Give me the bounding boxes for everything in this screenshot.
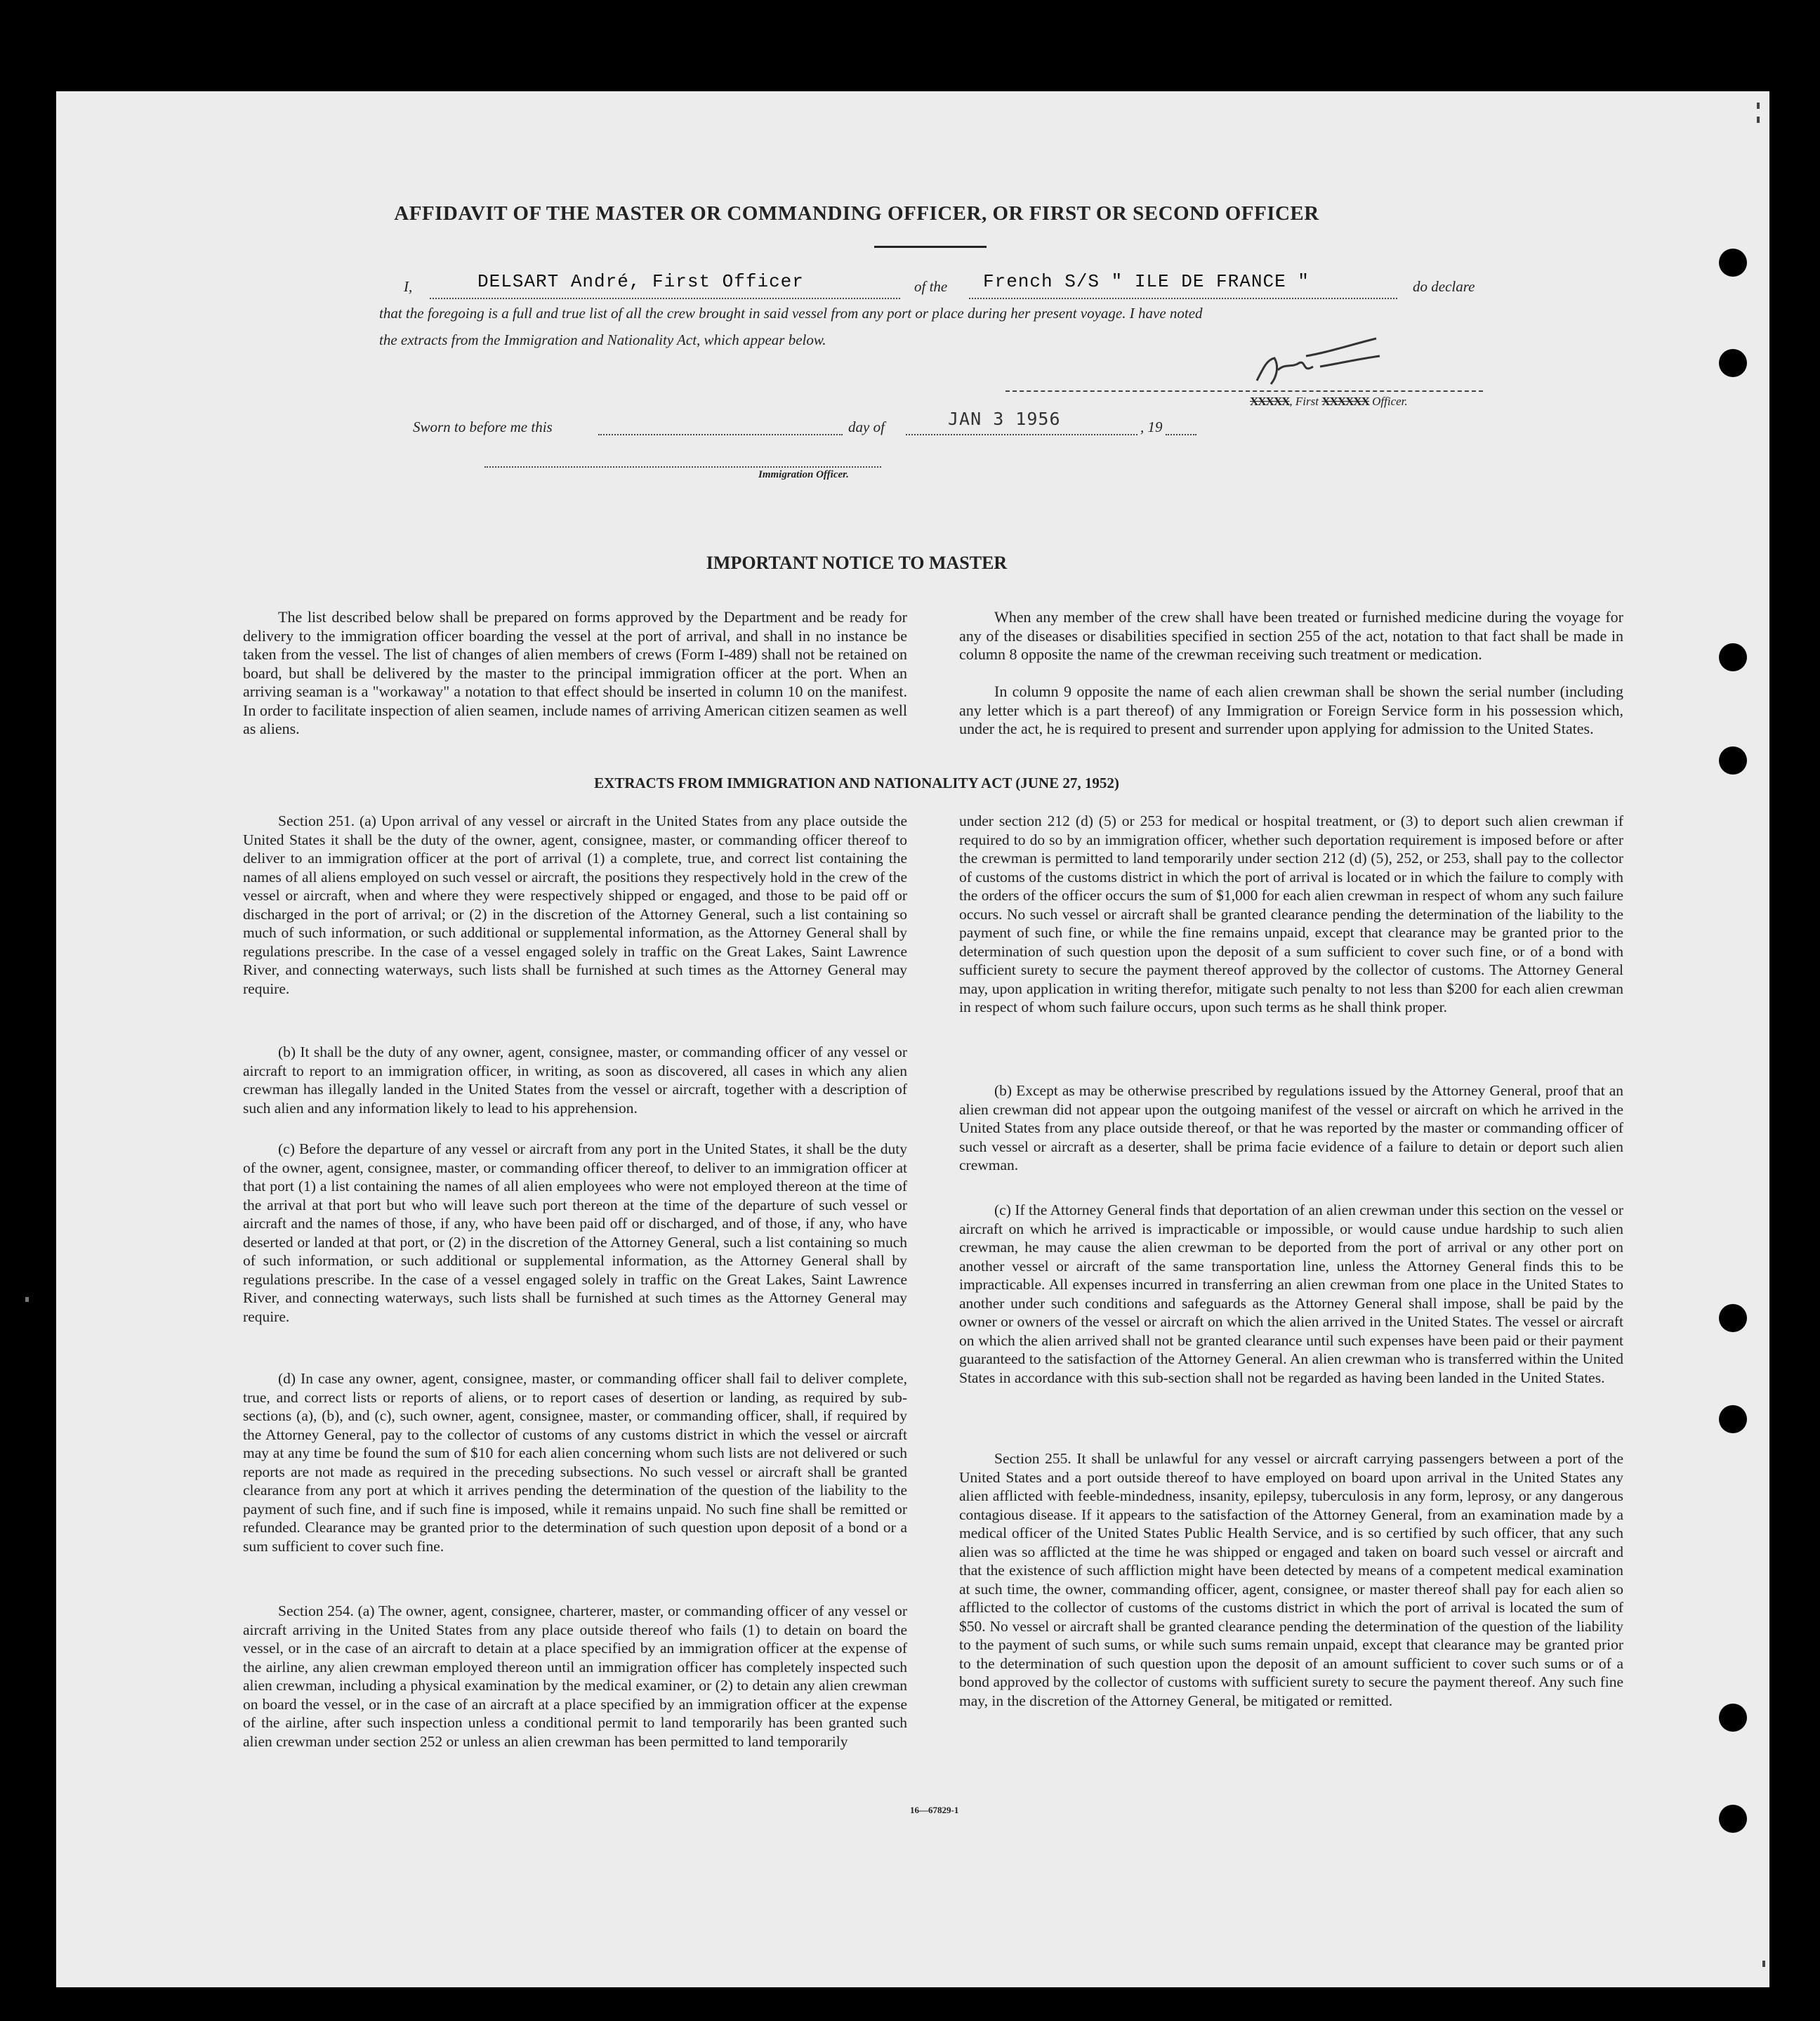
punch-hole [1719, 746, 1747, 775]
do-declare-label: do declare [1413, 278, 1475, 295]
sworn-day-line [598, 434, 843, 435]
sworn-month-line [906, 434, 1138, 435]
officer-title-label [1250, 395, 1408, 409]
corner-mark [1757, 103, 1760, 109]
officer-name-value: DELSART André, First Officer [477, 271, 804, 292]
extract-left-251d: (d) In case any owner, agent, consignee, master, or commanding officer shall fail to deliver complete, true, and correct lists or reports of aliens, or to report cases of desertion or landing, as required by sub-sections (a), (b), and (c), such owner, agent, consignee, master, or commanding officer, shall, if required by the Attorney General, pay to the collector of customs of any customs district in which the vessel or aircraft may at any time be found the sum of $10 for each alien concerning whom such lists are not delivered or such reports are not made as required in the preceding subsections. No such vessel or aircraft shall be granted clearance from any port at which it arrives pending the determination of the question of the liability to the payment of such fine, and if such fine is imposed, while it remains unpaid. No such fine shall be remitted or refunded. Clearance may be granted prior to the determination of such question upon deposit of a bond or a sum sufficient to cover such fine. [243, 1370, 907, 1555]
title-rule [874, 246, 987, 248]
notice-left: The list described below shall be prepared on forms approved by the Department and be ready for delivery to the immigration officer boarding the vessel at the port of arrival, and shall in no instance be taken from the vessel. The list of changes of alien members of crews (Form I-489) shall not be retained on board, but shall be delivered by the master to the principal immigration officer at the port. When an arriving seaman is a "workaway" a notation to that effect should be inserted in column 10 on the manifest. In order to facilitate inspection of alien seamen, include names of arriving American citizen seamen as well as aliens. [243, 608, 907, 737]
notice-right-2: In column 9 opposite the name of each alien crewman shall be shown the serial number (including any letter which is a part thereof) of any Immigration or Foreign Service form in his possession which, under the act, he is required to present and surrender upon applying for admission to the United States. [959, 683, 1623, 737]
stamped-date: JAN 3 1956 [948, 409, 1061, 429]
vessel-line [969, 298, 1397, 299]
sworn-label: Sworn to before me this [413, 419, 553, 435]
extract-left-254a: Section 254. (a) The owner, agent, consignee, charterer, master, or commanding officer of any vessel or aircraft arriving in the United States from any place outside thereof who fails (1) to detain on board the vessel, or in the case of an aircraft to detain at a place specified by an immigration officer at the expense of the airline, any alien crewman employed thereon until an immigration officer has completely inspected such alien crewman, including a physical examination by the medical examiner, or (2) to detain any alien crewman on board the vessel, or in the case of an aircraft at a place specified by an immigration officer at the expense of the airline, after such inspection unless a conditional permit to land temporarily has been granted such alien crewman under section 252 or unless an alien crewman has been permitted to land temporarily [243, 1602, 907, 1750]
punch-hole [1719, 1805, 1747, 1833]
struck-word-1: XXXXX [1250, 395, 1290, 408]
struck-word-2: XXXXXX [1321, 395, 1369, 408]
corner-mark [1762, 1961, 1765, 1967]
punch-hole [1719, 1304, 1747, 1332]
corner-mark [1757, 117, 1760, 123]
declaration-line-2: that the foregoing is a full and true list of all the crew brought in said vessel from any port or place during her present voyage. I have noted [379, 305, 1203, 322]
year-label: , 19 [1140, 419, 1163, 435]
punch-hole [1719, 643, 1747, 671]
year-line [1166, 434, 1196, 435]
i-label: I, [404, 278, 413, 295]
edge-mark [25, 1297, 29, 1302]
form-number: 16—67829-1 [910, 1805, 959, 1815]
extract-left-251c: (c) Before the departure of any vessel or aircraft from any port in the United States, it shall be the duty of the owner, agent, consignee, master, or commanding officer thereof, to deliver to an immigration officer at that port (1) a list containing the names of all alien employees who were not employed thereon at the time of the arrival at that port but who will leave such port thereon at the time of the departure of such vessel or aircraft and the names of those, if any, who have been paid off or discharged, and of those, if any, who have deserted or landed at that port, or (2) in the discretion of the Attorney General, such a list containing so much of such information, or such additional or supplemental information, as the Attorney General shall by regulations prescribe. In the case of a vessel engaged solely in traffic on the Great Lakes, Saint Lawrence River, and connecting waterways, such lists shall be furnished at such times as the Attorney General may require. [243, 1140, 907, 1325]
first-label: , First [1289, 395, 1319, 408]
extract-right-255: Section 255. It shall be unlawful for any vessel or aircraft carrying passengers between a port of the United States and a port outside thereof to have employed on board upon arrival in the United States any alien afflicted with feeble-mindedness, insanity, epilepsy, tuberculosis in any form, leprosy, or any dangerous contagious disease. If it appears to the satisfaction of the Attorney General, from an examination made by a medical officer of the United States Public Health Service, and is so certified by such officer, that any such alien was so afflicted at the time he was shipped or engaged and taken on board such vessel or aircraft and that the existence of such affliction might have been detected by means of a competent medical examination at such time, the owner, commanding officer, agent, consignee, or master thereof shall pay for each alien so afflicted to the collector of customs of the customs district in which the port of arrival is located the sum of $50. No vessel or aircraft shall be granted clearance pending the determination of the question of the liability to the payment of such sums, or while such sums remain unpaid, except that clearance may be granted prior to the determination of such question upon the deposit of an amount sufficient to cover such sums or of a bond approved by the collector of customs with sufficient surety to secure the payment thereof. Any such fine may, in the discretion of the Attorney General, be mitigated or remitted. [959, 1450, 1623, 1709]
officer-label: Officer. [1372, 395, 1408, 408]
punch-hole [1719, 349, 1747, 377]
punch-hole [1719, 1704, 1747, 1732]
extract-right-254b: (b) Except as may be otherwise prescribed by regulations issued by the Attorney General, proof that an alien crewman did not appear upon the outgoing manifest of the vessel or aircraft on which he arrived in the United States from any place outside thereof, or that he was reported by the master or commanding officer of such vessel or aircraft as a deserter, shall be prima facie evidence of a failure to detain or deport such alien crewman. [959, 1082, 1623, 1173]
extract-left-251a: Section 251. (a) Upon arrival of any vessel or aircraft in the United States from any place outside the United States it shall be the duty of the owner, agent, consignee, master, or commanding officer thereof to deliver to an immigration officer at the port of arrival (1) a complete, true, and correct list containing the names of all aliens employed on such vessel or aircraft, the positions they respectively hold in the crew of the vessel or aircraft, when and where they were respectively shipped or engaged, and those to be paid off or discharged in the port of arrival; or (2) in the discretion of the Attorney General, such a list containing so much of such information, or such additional or supplemental information, as the Attorney General shall by regulations prescribe. In the case of a vessel engaged solely in traffic on the Great Lakes, Saint Lawrence River, and connecting waterways, such lists shall be furnished at such times as the Attorney General may require. [243, 812, 907, 997]
extract-right-254a-cont: under section 212 (d) (5) or 253 for medical or hospital treatment, or (3) to deport such alien crewman if required to do so by an immigration officer, whether such deportation requirement is imposed before or after the crewman is permitted to land temporarily under section 212 (d) (5), 252, or 253, shall pay to the collector of customs of the customs district in which the port of arrival is located or in which the failure to comply with the orders of the officer occurs the sum of $1,000 for each alien crewman in respect of whom any such failure occurs. No such vessel or aircraft shall be granted clearance pending the determination of the liability to the payment of such fine, or while the fine remains unpaid, except that clearance may be granted prior to the determination of such question upon the deposit of a sum sufficient to cover such fine, or of a bond with sufficient surety to secure the payment thereof approved by the collector of customs. The Attorney General may, upon application in writing therefor, mitigate such penalty to not less than $200 for each alien crewman in respect of whom such failure occurs, upon such terms as he shall think proper. [959, 812, 1623, 1015]
of-the-label: of the [914, 278, 948, 295]
immigration-officer-line [484, 466, 881, 468]
signature-line [1005, 390, 1483, 392]
extract-right-254c: (c) If the Attorney General finds that deportation of an alien crewman under this section on the vessel or aircraft on which he arrived is impracticable or impossible, or would cause undue hardship to such alien crewman, he may cause the alien crewman to be deported from the port of arrival or any other port on another vessel or aircraft of the same transportation line, unless the Attorney General finds this to be impracticable. All expenses incurred in transferring an alien crewman from one place in the United States to another under such conditions and safeguards as the Attorney General shall impose, shall be paid by the owner or owners of the vessel or aircraft on which the alien arrived in the United States. The vessel or aircraft on which the alien arrived shall not be granted clearance until such expenses have been paid or their payment guaranteed to the satisfaction of the Attorney General. An alien crewman who is transferred within the United States in accordance with this sub-section shall not be regarded as having been landed in the United States. [959, 1202, 1623, 1386]
notice-title: IMPORTANT NOTICE TO MASTER [706, 553, 1008, 573]
day-of-label: day of [848, 419, 885, 435]
punch-hole [1719, 1405, 1747, 1433]
affidavit-title: AFFIDAVIT OF THE MASTER OR COMMANDING OFFICER, OR FIRST OR SECOND OFFICER [394, 202, 1319, 225]
extract-left-251b: (b) It shall be the duty of any owner, agent, consignee, master, or commanding officer of any vessel or aircraft to report to an immigration officer, in writing, as soon as discovered, all cases in which any alien crewman has illegally landed in the United States from the vessel or aircraft, together with a description of such alien and any information likely to lead to his apprehension. [243, 1044, 907, 1117]
declaration-line-3: the extracts from the Immigration and Nationality Act, which appear below. [379, 331, 826, 348]
notice-right-1: When any member of the crew shall have been treated or furnished medicine during the voyage for any of the diseases or disabilities specified in section 255 of the act, notation to that fact shall be made in column 8 opposite the name of the crewman receiving such treatment or medication. [959, 608, 1623, 663]
immigration-officer-label: Immigration Officer. [758, 469, 849, 480]
officer-name-line [430, 298, 900, 299]
extracts-title: EXTRACTS FROM IMMIGRATION AND NATIONALITY ACT (JUNE 27, 1952) [594, 775, 1119, 791]
punch-hole [1719, 249, 1747, 277]
vessel-value: French S/S " ILE DE FRANCE " [983, 271, 1310, 292]
